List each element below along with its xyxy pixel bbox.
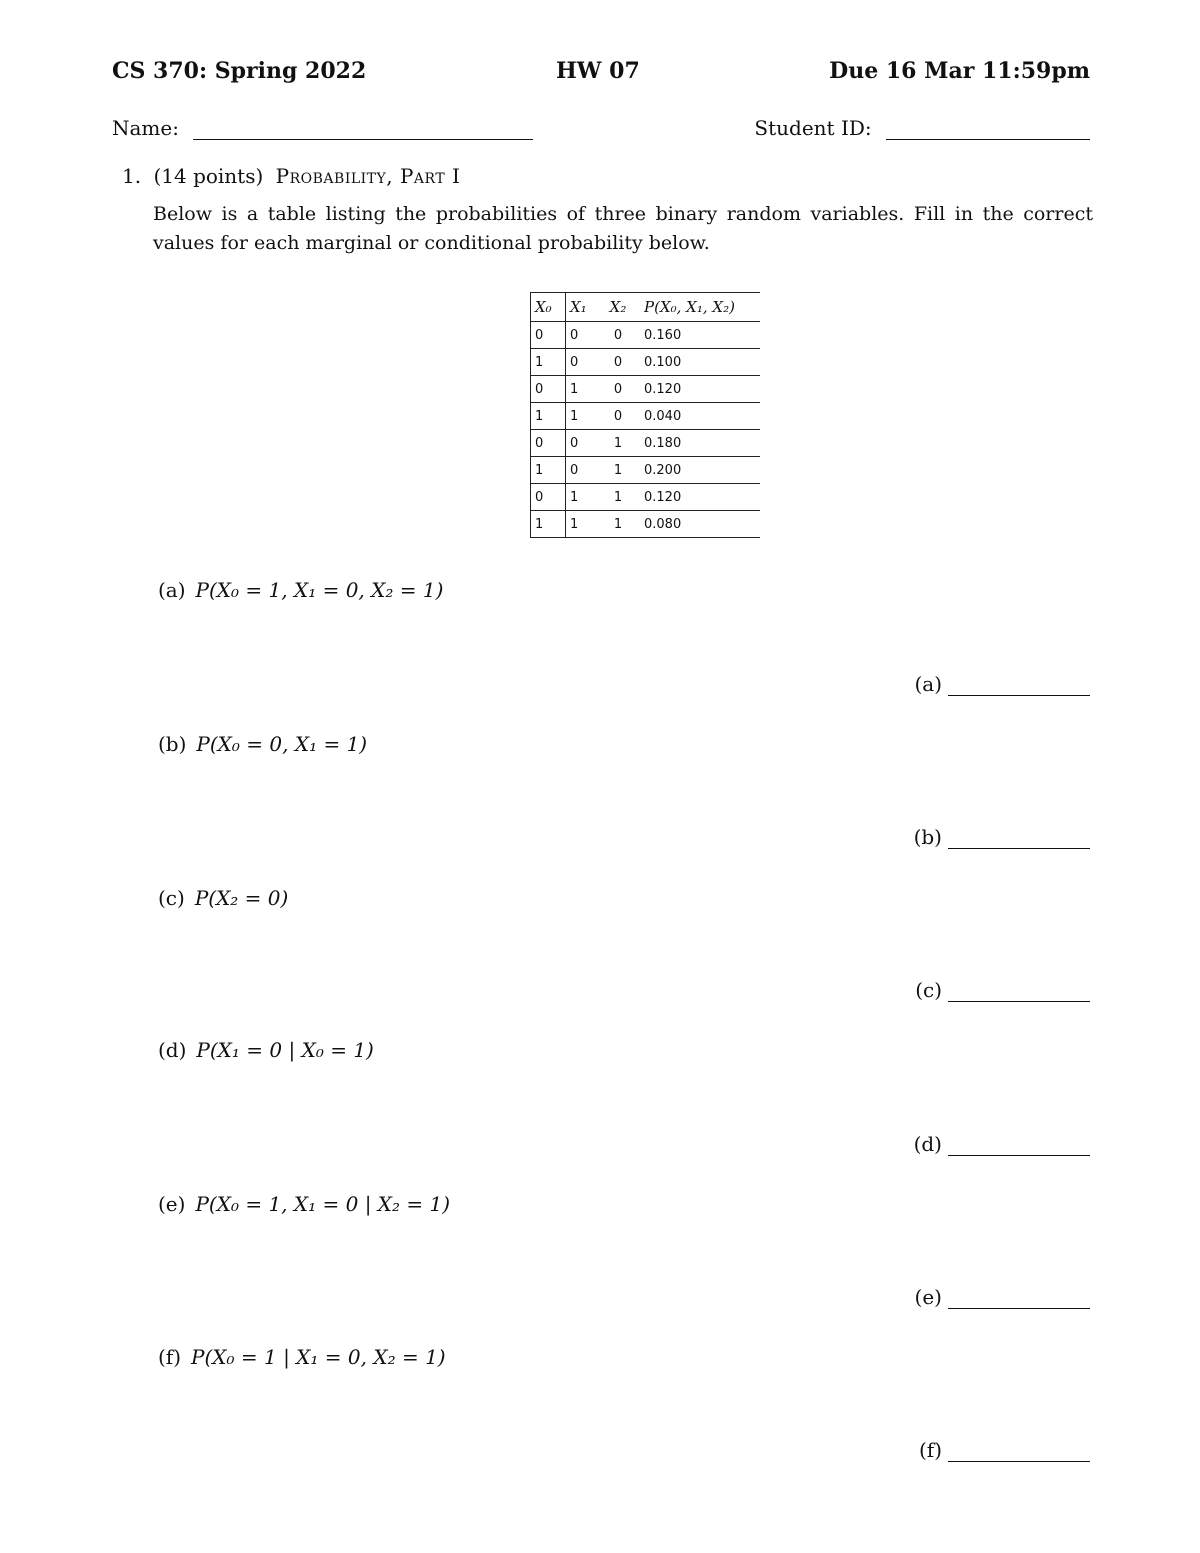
problem-number: 1. [122,164,142,188]
name-label: Name: [112,116,179,140]
table-header-x0: X₀ [531,293,566,322]
table-cell: 0.120 [634,376,760,403]
table-header-prob: P(X₀, X₁, X₂) [634,293,760,322]
table-cell: 1 [531,511,566,538]
table-cell: 0.100 [634,349,760,376]
table-cell: 1 [602,457,634,484]
answer-row-b [914,825,1090,849]
question-expression: P(X₀ = 1, X₁ = 0, X₂ = 1) [195,578,444,602]
probability-table [530,292,760,538]
answer-row-e [915,1285,1090,1309]
table-cell: 0 [531,430,566,457]
table-row [531,322,761,349]
table-row [531,376,761,403]
table-cell: 1 [602,484,634,511]
question-d [158,1038,374,1062]
question-expression: P(X₁ = 0 | X₀ = 1) [196,1038,374,1062]
table-cell: 1 [531,457,566,484]
table-row [531,403,761,430]
table-cell: 0.200 [634,457,760,484]
table-cell: 0 [566,430,603,457]
question-expression: P(X₀ = 0, X₁ = 1) [196,732,368,756]
question-expression: P(X₀ = 1, X₁ = 0 | X₂ = 1) [195,1192,451,1216]
table-cell: 0 [566,349,603,376]
answer-label: (f) [918,1438,942,1462]
table-cell: 0 [602,322,634,349]
answer-row-d [914,1132,1090,1156]
table-body [531,322,761,538]
answer-field[interactable] [948,1133,1090,1156]
table-header-row [531,293,761,322]
table-cell: 1 [602,430,634,457]
table-row [531,484,761,511]
student-id-label: Student ID: [754,116,872,140]
answer-label: (a) [914,672,942,696]
student-id-field[interactable] [886,117,1090,140]
course-title: CS 370: Spring 2022 [112,58,367,84]
answer-label: (b) [913,825,942,849]
answer-label: (c) [915,978,942,1002]
table-cell: 0 [602,403,634,430]
table-cell: 0 [531,322,566,349]
table-row [531,430,761,457]
table-cell: 1 [531,349,566,376]
question-label: (c) [158,886,185,910]
question-label: (b) [158,732,187,756]
answer-field[interactable] [948,1286,1090,1309]
table-cell: 0 [602,349,634,376]
table-cell: 0.160 [634,322,760,349]
answer-field[interactable] [948,673,1090,696]
problem-heading [122,164,460,188]
student-id-row [754,116,1090,140]
table-cell: 1 [566,511,603,538]
question-a [158,578,443,602]
table-cell: 1 [531,403,566,430]
question-e [158,1192,450,1216]
table-cell: 1 [566,376,603,403]
question-expression: P(X₂ = 0) [194,886,289,910]
answer-field[interactable] [948,979,1090,1002]
table-header-x2: X₂ [602,293,634,322]
question-expression: P(X₀ = 1 | X₁ = 0, X₂ = 1) [191,1345,446,1369]
question-label: (d) [158,1038,187,1062]
due-date: Due 16 Mar 11:59pm [829,58,1090,84]
table-cell: 0 [531,484,566,511]
table-cell: 0 [531,376,566,403]
name-field-row [112,116,533,140]
question-label: (a) [158,578,186,602]
table-cell: 1 [602,511,634,538]
table-cell: 1 [566,484,603,511]
table-row [531,457,761,484]
table-cell: 0.080 [634,511,760,538]
table-cell: 0.120 [634,484,760,511]
answer-field[interactable] [948,826,1090,849]
table-row [531,511,761,538]
answer-label: (d) [913,1132,942,1156]
table-header-x1: X₁ [566,293,603,322]
problem-title: Probability, Part I [275,164,461,188]
table-cell: 0.040 [634,403,760,430]
name-field[interactable] [193,117,533,140]
table-cell: 0 [602,376,634,403]
table-cell: 0.180 [634,430,760,457]
problem-points: (14 points) [153,164,264,188]
answer-label: (e) [914,1285,942,1309]
table-cell: 1 [566,403,603,430]
answer-row-a [914,672,1090,696]
table-row [531,349,761,376]
answer-field[interactable] [948,1439,1090,1462]
answer-row-c [915,978,1090,1002]
question-label: (e) [158,1192,186,1216]
problem-intro: Below is a table listing the probabilities of three binary random variables. Fill in the correct values for each marginal or conditional probability below. [153,203,1093,254]
question-b [158,732,367,756]
table-cell: 0 [566,322,603,349]
table-cell: 0 [566,457,603,484]
question-label: (f) [158,1345,182,1369]
question-c [158,886,288,910]
homework-number: HW 07 [556,58,640,84]
answer-row-f [919,1438,1090,1462]
question-f [158,1345,446,1369]
